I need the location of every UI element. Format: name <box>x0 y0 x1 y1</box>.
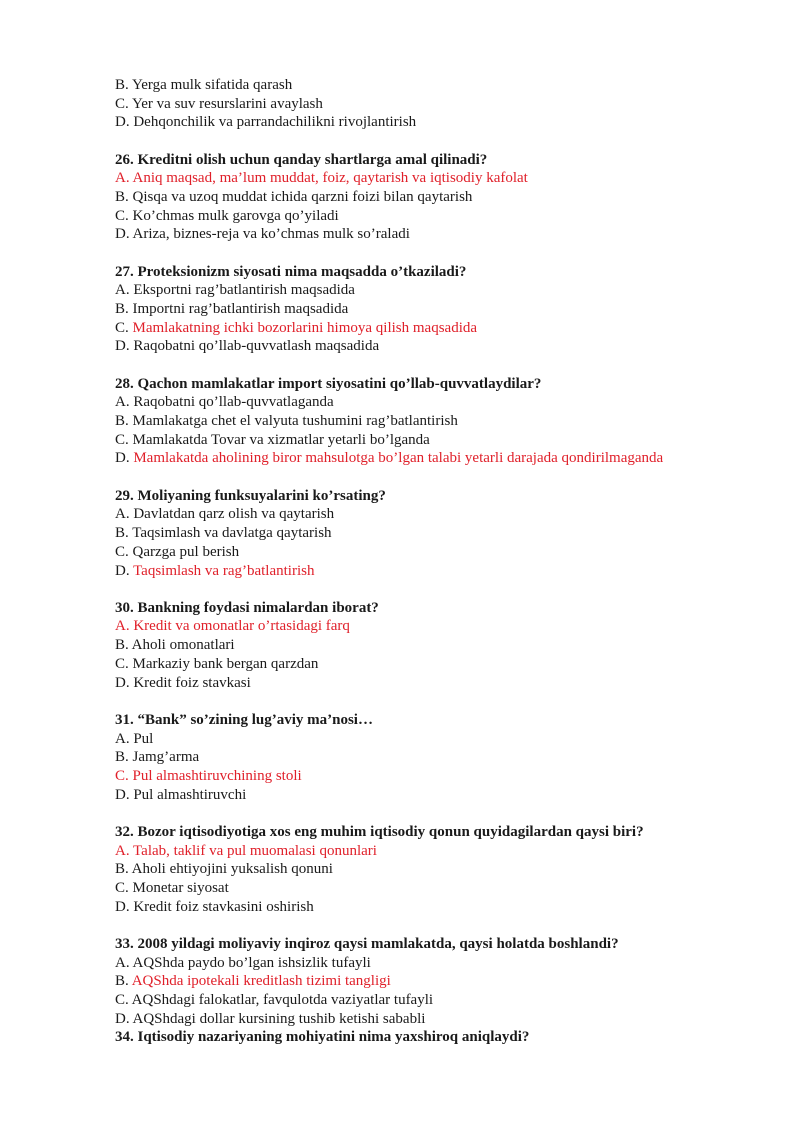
option-letter: B. <box>115 973 132 990</box>
answer-option: D. Pul almashtiruvchi <box>115 786 247 803</box>
option-letter: A. <box>115 170 133 187</box>
answer-option: C. AQShdagi falokatlar, favqulotda vaziyatlar tufayli <box>115 991 434 1008</box>
answer-option: C. Yer va suv resurslarini avaylash <box>115 95 323 112</box>
question-title: 29. Moliyaning funksuyalarini ko’rsating? <box>115 487 386 504</box>
answer-option: C. Monetar siyosat <box>115 879 229 896</box>
question-27 <box>115 263 735 356</box>
question-29 <box>115 487 735 580</box>
answer-option: A. Davlatdan qarz olish va qaytarish <box>115 506 335 523</box>
question-title: 32. Bozor iqtisodiyotiga xos eng muhim iqtisodiy qonun quyidagilardan qaysi biri? <box>115 823 644 840</box>
option-text: Mamlakatning ichki bozorlarini himoya qilish maqsadida <box>132 319 478 336</box>
answer-option: B. Aholi ehtiyojini yuksalish qonuni <box>115 861 333 878</box>
answer-option: C. Qarzga pul berish <box>115 543 240 560</box>
option-text: Mamlakatda aholining biror mahsulotga bo’lgan talabi yetarli darajada qondirilmaganda <box>133 450 664 467</box>
answer-option: A. AQShda paydo bo’lgan ishsizlik tufayli <box>115 954 371 971</box>
question-title: 26. Kreditni olish uchun qanday shartlarga amal qilinadi? <box>115 151 488 168</box>
answer-option: B. Jamg’arma <box>115 749 200 766</box>
answer-option: D. Raqobatni qo’llab-quvvatlash maqsadida <box>115 338 380 355</box>
answer-option: D. Ariza, biznes-reja va ko’chmas mulk so’raladi <box>115 226 410 243</box>
question-title: 27. Proteksionizm siyosati nima maqsadda o’tkaziladi? <box>115 263 467 280</box>
answer-option: A. Raqobatni qo’llab-quvvatlaganda <box>115 394 334 411</box>
correct-answer-option: A. Talab, taklif va pul muomalasi qonunlari <box>115 842 377 859</box>
answer-option: C. Markaziy bank bergan qarzdan <box>115 655 319 672</box>
option-letter: D. <box>115 562 134 579</box>
answer-option: B. Mamlakatga chet el valyuta tushumini rag’batlantirish <box>115 413 458 430</box>
answer-option: D. Kredit foiz stavkasini oshirish <box>115 898 314 915</box>
question-title: 30. Bankning foydasi nimalardan iborat? <box>115 599 379 616</box>
answer-option: B. Taqsimlash va davlatga qaytarish <box>115 525 332 542</box>
answer-option: D. Dehqonchilik va parrandachilikni rivojlantirish <box>115 114 417 131</box>
answer-option: B. Yerga mulk sifatida qarash <box>115 77 293 93</box>
answer-option: A. Eksportni rag’batlantirish maqsadida <box>115 282 355 299</box>
option-letter: C. <box>115 319 133 336</box>
option-letter: D. <box>115 450 134 467</box>
question-28 <box>115 375 735 468</box>
option-text: Taqsimlash va rag’batlantirish <box>133 562 315 579</box>
question-34 <box>115 1028 735 1047</box>
lead-options <box>115 76 735 132</box>
question-32 <box>115 823 735 916</box>
question-31 <box>115 711 735 804</box>
answer-option: B. Aholi omonatlari <box>115 637 235 654</box>
question-title: 33. 2008 yildagi moliyaviy inqiroz qaysi mamlakatda, qaysi holatda boshlandi? <box>115 935 619 952</box>
correct-answer-option <box>115 562 735 581</box>
question-33 <box>115 935 735 1028</box>
question-title: 34. Iqtisodiy nazariyaning mohiyatini nima yaxshiroq aniqlaydi? <box>115 1029 530 1046</box>
correct-answer-option: C. Pul almashtiruvchining stoli <box>115 767 302 784</box>
correct-answer-option <box>115 319 735 338</box>
correct-answer-option <box>115 449 735 468</box>
option-text: AQShda ipotekali kreditlash tizimi tangligi <box>131 973 391 990</box>
answer-option: A. Pul <box>115 730 154 747</box>
question-title: 28. Qachon mamlakatlar import siyosatini qo’llab-quvvatlaydilar? <box>115 375 542 392</box>
correct-answer-option <box>115 169 735 188</box>
answer-option: C. Mamlakatda Tovar va xizmatlar yetarli bo’lganda <box>115 431 430 448</box>
correct-answer-option: A. Kredit va omonatlar o’rtasidagi farq <box>115 618 350 635</box>
answer-option: C. Ko’chmas mulk garovga qo’yiladi <box>115 207 339 224</box>
option-text: Aniq maqsad, ma’lum muddat, foiz, qaytarish va iqtisodiy kafolat <box>132 170 528 187</box>
question-26 <box>115 151 735 244</box>
answer-option: D. Kredit foiz stavkasi <box>115 674 251 691</box>
answer-option: B. Importni rag’batlantirish maqsadida <box>115 301 349 318</box>
question-30 <box>115 599 735 692</box>
document-content <box>115 76 735 1066</box>
correct-answer-option <box>115 972 735 991</box>
question-title: 31. “Bank” so’zining lug’aviy ma’nosi… <box>115 711 373 728</box>
answer-option: B. Qisqa va uzoq muddat ichida qarzni foizi bilan qaytarish <box>115 189 473 206</box>
answer-option: D. AQShdagi dollar kursining tushib ketishi sababli <box>115 1010 426 1027</box>
